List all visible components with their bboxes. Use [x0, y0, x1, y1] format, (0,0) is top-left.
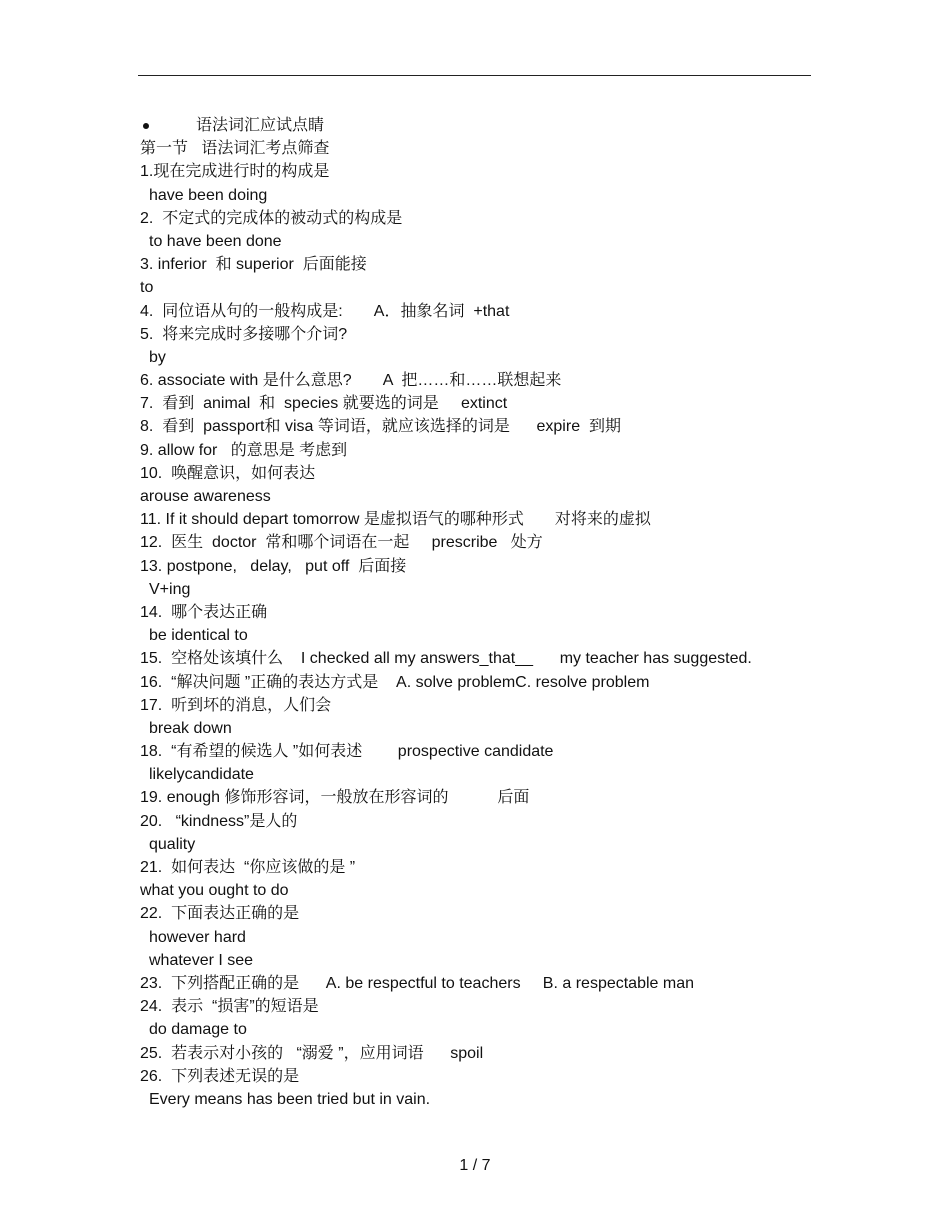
document-line: do damage to [149, 1021, 247, 1039]
document-line: 1.现在完成进行时的构成是 [140, 163, 330, 181]
document-line: 4. 同位语从句的一般构成是: A．抽象名词 +that [140, 302, 510, 320]
document-line: Every means has been tried but in vain. [149, 1090, 431, 1108]
document-line: 15. 空格处该填什么 I checked all my answers_that__ my teacher has suggested. [140, 650, 752, 668]
document-line: be identical to [149, 627, 248, 645]
document-line: 7. 看到 animal 和 species 就要选的词是 extinct [140, 395, 508, 413]
document-line: 13. postpone, delay, put off 后面接 [140, 557, 407, 575]
document-line: to [140, 279, 154, 297]
document-line: 5. 将来完成时多接哪个介词? [140, 325, 348, 343]
document-line: 18. “有希望的候选人 ”如何表述 prospective candidate [140, 743, 554, 761]
document-line: 17. 听到坏的消息，人们会 [140, 696, 332, 714]
document-line: 3. inferior 和 superior 后面能接 [140, 256, 367, 274]
document-line: to have been done [149, 232, 282, 250]
page-number: 1 / 7 [459, 1157, 491, 1174]
document-line: 11. If it should depart tomorrow 是虚拟语气的哪种形式 对将来的虚拟 [140, 511, 651, 529]
header-rule [138, 75, 811, 76]
document-body [140, 114, 820, 1111]
document-line: by [149, 348, 166, 366]
document-line: 21. 如何表达 “你应该做的是 ” [140, 859, 356, 876]
document-line: have been doing [149, 186, 268, 204]
question-list [140, 137, 820, 1111]
document-line: arouse awareness [140, 488, 271, 505]
document-line: 2. 不定式的完成体的被动式的构成是 [140, 209, 403, 227]
document-line: 16. “解决问题 ”正确的表达方式是 A. solve problemC. resolve problem [140, 673, 650, 691]
document-line: 14. 哪个表达正确 [140, 603, 268, 621]
document-line: 10. 唤醒意识，如何表达 [140, 464, 316, 482]
document-line: 26. 下列表述无误的是 [140, 1067, 300, 1085]
document-line: 9. allow for 的意思是 考虑到 [140, 441, 348, 459]
document-line: 22. 下面表达正确的是 [140, 905, 300, 923]
document-line: 第一节 语法词汇考点筛查 [140, 140, 330, 158]
document-line: 19. enough 修饰形容词，一般放在形容词的 后面 [140, 789, 530, 807]
document-line: 24. 表示 “损害”的短语是 [140, 998, 319, 1016]
document-line: however hard [149, 928, 246, 946]
section-heading-text: 语法词汇应试点睛 [196, 117, 325, 134]
document-line: quality [149, 835, 196, 853]
document-line: 23. 下列搭配正确的是 A. be respectful to teachers B. a respectable man [140, 974, 695, 992]
document-line: 20. “kindness”是人的 [140, 812, 298, 830]
document-line: what you ought to do [140, 882, 289, 900]
document-line: 8. 看到 passport和 visa 等词语，就应该选择的词是 expire 到期 [140, 418, 621, 436]
document-line: 25. 若表示对小孩的 “溺爱 ”，应用词语 spoil [140, 1044, 484, 1062]
bullet-icon [143, 123, 149, 129]
document-line: likelycandidate [149, 766, 254, 784]
section-heading [140, 114, 820, 137]
document-line: 6. associate with 是什么意思? A 把……和……联想起来 [140, 372, 562, 390]
document-line: 12. 医生 doctor 常和哪个词语在一起 prescribe 处方 [140, 534, 543, 552]
document-line: break down [149, 719, 232, 737]
document-line: V+ing [149, 580, 191, 598]
document-line: whatever I see [149, 951, 254, 969]
